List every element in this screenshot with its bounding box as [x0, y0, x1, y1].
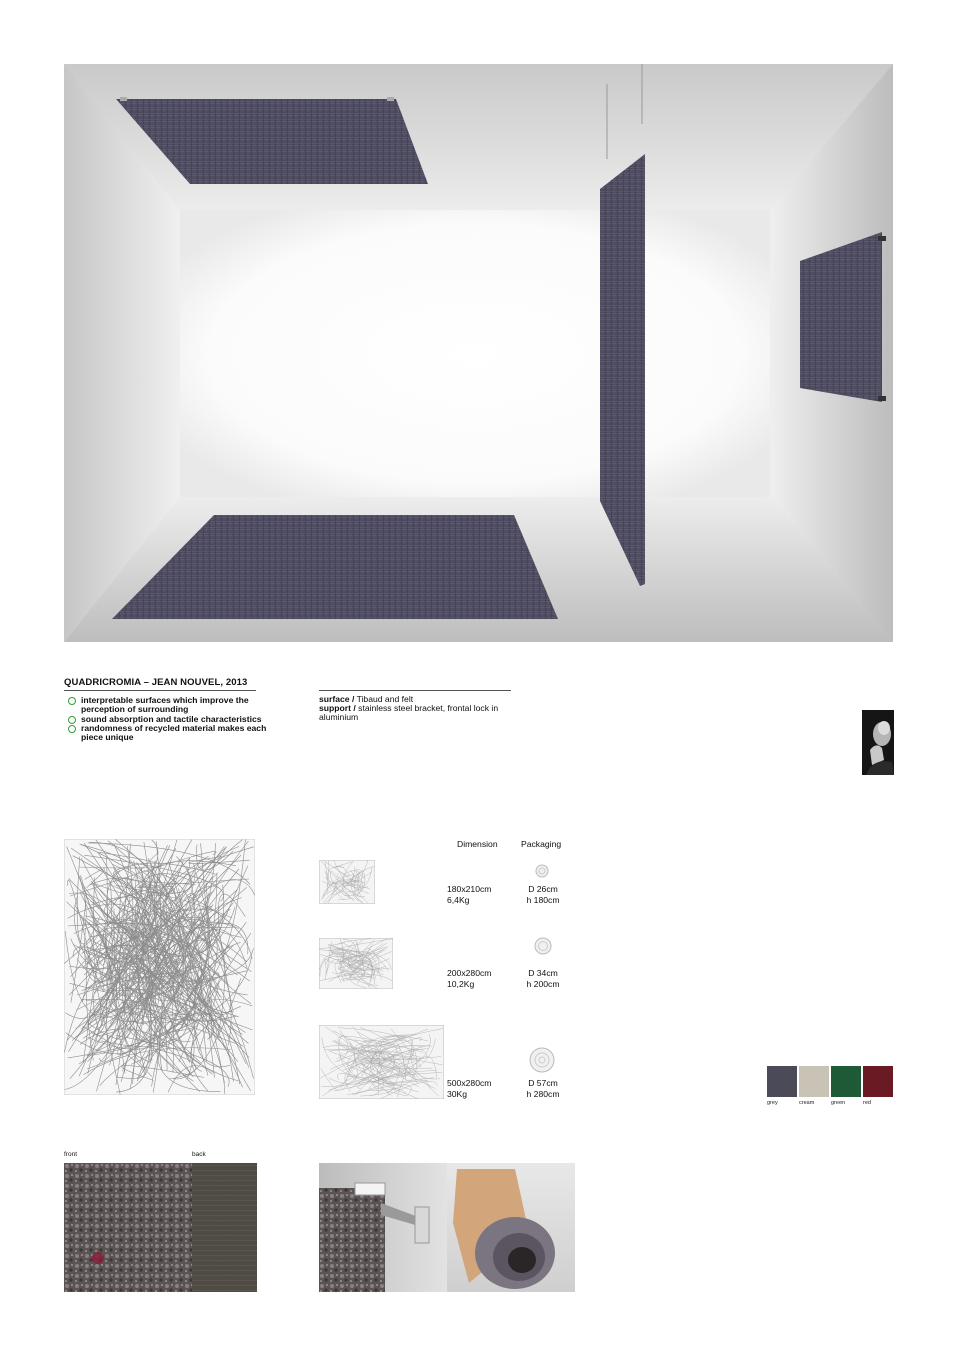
specs-block: [319, 695, 519, 721]
front-back-material-photo: [64, 1163, 257, 1292]
title-divider: [64, 690, 256, 691]
swatch-label: red: [863, 1100, 871, 1106]
roll-packaging-icon: [534, 937, 552, 955]
roll-packaging-icon: [529, 1047, 555, 1073]
packaging-header: Packaging: [521, 839, 562, 849]
designer-portrait: [862, 710, 894, 775]
swatch-label: cream: [799, 1100, 815, 1106]
feature-item: interpretable surfaces which improve the perception of surrounding: [68, 696, 268, 714]
swatch-green: [831, 1066, 861, 1097]
feature-list: [68, 696, 268, 743]
bullet-circle-icon: [68, 697, 76, 705]
packaging-cell: D 26cm h 180cm: [526, 884, 560, 905]
size-thumbnail-medium: [319, 938, 393, 989]
bracket-and-roll-photo: [319, 1163, 575, 1292]
color-swatch-row: [767, 1066, 893, 1098]
back-label: back: [192, 1151, 206, 1158]
packaging-cell: D 34cm h 200cm: [526, 968, 560, 989]
specs-divider: [319, 690, 511, 691]
dimension-header: Dimension: [457, 839, 498, 849]
roll-packaging-icon: [535, 864, 549, 878]
swatch-label: grey: [767, 1100, 778, 1106]
swatch-grey: [767, 1066, 797, 1097]
feature-item: sound absorption and tactile characteristics: [68, 715, 268, 724]
texture-pattern-drawing: [64, 839, 255, 1095]
swatch-label: green: [831, 1100, 846, 1106]
packaging-cell: D 57cm h 280cm: [526, 1078, 560, 1099]
swatch-red: [863, 1066, 893, 1097]
size-thumbnail-small: [319, 860, 375, 904]
surface-spec: surface / Tibaud and felt: [319, 694, 414, 704]
front-label: front: [64, 1151, 78, 1158]
dimension-cell: 500x280cm 30Kg: [447, 1078, 492, 1099]
swatch-cream: [799, 1066, 829, 1097]
product-title: QUADRICROMIA – JEAN NOUVEL, 2013: [64, 677, 248, 688]
feature-item: randomness of recycled material makes each piece unique: [68, 724, 268, 742]
size-thumbnail-large: [319, 1025, 444, 1099]
dimension-cell: 180x210cm 6,4Kg: [447, 884, 492, 905]
support-spec: support / stainless steel bracket, frontal lock in aluminium: [319, 702, 499, 722]
bullet-circle-icon: [68, 725, 76, 733]
hero-room-render: [64, 64, 893, 642]
bullet-circle-icon: [68, 716, 76, 724]
dimension-cell: 200x280cm 10,2Kg: [447, 968, 492, 989]
